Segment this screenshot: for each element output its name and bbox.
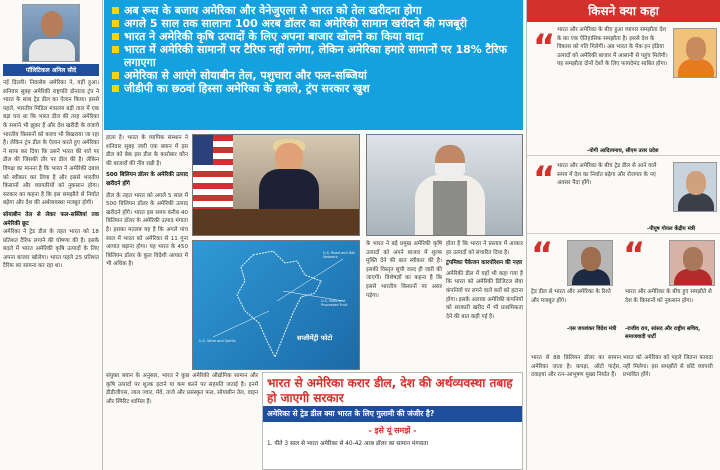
- headline-item: अब रूस के बजाय अमेरिका और वेनेजुएला से भारत को तेल खरीदना होगा: [112, 4, 515, 17]
- rajiv-rai-portrait: [669, 240, 715, 286]
- yogi-portrait: [673, 28, 717, 78]
- banner-subheading: - इसे यूं समझें -: [368, 426, 417, 435]
- headline-item: भारत में अमेरिकी सामानों पर टैरिफ नहीं लगेगा, लेकिन अमेरिका हमारे सामानों पर 18% टैरिफ लगाएगा: [112, 43, 515, 69]
- left-subheading: सोयाबीन तेल से लेकर फल-सब्जियां तक अमेरिकी छूट: [3, 211, 99, 227]
- trump-photo: [192, 134, 360, 236]
- headline-box: [104, 0, 523, 130]
- author-byline: पॉलिटिकल अनिल सौदे: [3, 64, 99, 76]
- left-column: [0, 0, 103, 470]
- opinions-heading: किसने क्या कहा: [527, 0, 720, 22]
- quote-text: ट्रेड डील से भारत और अमेरिका के रिश्ते और मजबूत होंगे।: [531, 289, 611, 304]
- article-column-1: हाला है। भारत के व्यापिक संस्थान ने शनिवार सुबह जारी एक बयान में इस डील को बेक इस डील के कारोबार कौन की बाजारों की नींव रखी है। 500 बिलियन डॉलर के अमेरिकी उत्पाद खरीदने होंगे डील के तहत भारत को अगले 5 साल में 500 बिलियन डॉलर के अमेरिकी उत्पाद खरीदने होंगे। भारत इस समय करीब 40 बिलियन डॉलर के अमेरिकी उत्पाद मंगाता है। इसका मतलब यह है कि अगले पांच साल में भारत को अमेरिका से 11 गुना आयात बढ़ाना होगा। यह भारत के 450 बिलियन डॉलर के कुल विदेशी आयात में भी अधिक है।: [106, 135, 188, 268]
- quote-block-1: [527, 22, 720, 156]
- quote-mark-icon: “: [533, 27, 556, 67]
- headline-item: अमेरिका से आएंगे सोयाबीन तेल, पशुचारा और फल-सब्जियां: [112, 69, 515, 82]
- quote-author: -एस जयशंकर विदेश मंत्री: [567, 326, 617, 332]
- quote-author: -योगी आदित्यनाथ, सीएम उत्तर प्रदेश: [587, 148, 659, 154]
- main-article: [104, 132, 523, 370]
- author-photo: [22, 4, 80, 62]
- quote-text: भारत और अमेरिका के बीच हुए समझौते से देश के किसानों को नुकसान होगा।: [625, 289, 712, 304]
- headline-item: अगले 5 साल तक सालाना 100 अरब डॉलर का अमेरिकी सामान खरीदने की मजबूरी: [112, 17, 515, 30]
- left-article-text-2: अमेरिका ने ट्रेड डील के तहत भारत को 18 प्रतिशत टैरिफ लगाने की घोषणा की है। इसके बदले में भारत अमेरिकी कृषि उत्पादों के लिए अपना बाजार खोलेगा। भारत पहले 25 प्रतिशत टैरिफ का सामना कर रहा था।: [3, 229, 99, 270]
- article-column-3: होता है कि भारत ने प्रस्ताव में आकार हर उत्पादों को संचारित दिया है। ट्रंपमिका पैकेजन कारपोरेशन की नज़र अमेरिकी डील में यहाँ भी कहा गया है कि भारत को अमेरिकी डिजिटल सेवा कंपनियों पर लगने वाले करों को हटाना होगा। इसके अलावा अमेरिकी कंपनियों को सरकारी खरीद में भी प्राथमिकता देने की बात कही गई है।: [446, 241, 523, 320]
- jaishankar-portrait: [567, 240, 613, 286]
- banner-title: भारत से अमेरिका करार डील, देश की अर्थव्यवस्था तबाह हो जाएगी सरकार: [267, 376, 513, 405]
- right-column: [526, 0, 720, 470]
- map-label: U.S. Wine and Spirits: [199, 339, 236, 343]
- map-label: U.S. Road and Rail Network: [323, 251, 356, 259]
- right-bottom-text-left: भारत से 88 बिलियन डॉलर का सामान अमेरिका जाता है। कपड़ा, ऑटो पार्ट्स, दवाइयां और रत्न-आभूषण मुख्य निर्यात हैं।: [531, 355, 621, 379]
- goyal-portrait: [673, 162, 717, 212]
- quote-author: -राजीव राय, सांसद और राष्ट्रीय सचिव, समाजवादी पार्टी: [625, 326, 701, 340]
- left-article-text: नई दिल्ली। निवासेब अमेरिका ने, यहीं हुआ। सनिवार सुबह अमेरिकी राष्ट्रपति डोनाल्ड ट्रंप ने भारत के साथ ट्रेड डील का ऐलान किया। इससे पहले, भारतीय मिडिल मंत्रालय बड़ी ताल में एक बड़ा घरा था कि भारत डील की तरह अमेरिका के समाने भी झुका है और देश खरीदी के वजाये भारतीय किसानों को कवच भी बिखराया जा रहा है। लेकिन ट्रंप डील के ऐलान करते हुए अमेरिका ने साफ कर दिया कि उसने भारत की शर्त पर डील की जिसकी तौर पर डील की है। लेकिन विपक्ष का मानना है कि भारत ने अमेरिकी दबाव को स्वीकार कर लिया है और इससे भारतीय किसानों और व्यापारियों को नुकसान होगा। सरकार का कहना है कि इस समझौते से निर्यात बढ़ेगा और देश की अर्थव्यवस्था मजबूत होगी।: [3, 80, 99, 207]
- quote-author: -पीयूष गोयल केंद्रीय मंत्री: [647, 226, 696, 232]
- headline-item: जीडीपी का छठवां हिस्सा अमेरिका के हवाले, ट्रंप सरकार खुश: [112, 82, 515, 95]
- right-bottom-text: [531, 354, 717, 380]
- quote-mark-icon: “: [533, 159, 556, 199]
- quote-text: भारत और अमेरिका के बीच हुआ व्यापार समझौता देश के का एक ऐतिहासिक समझौता है। इससे देश के विकास को गति मिलेगी। अब भारत के मेक इन इंडिया उत्पादों को अमेरिकी बाजार में आसानी से पहुंच मिलेगी। यह समझौता दोनों देशों के लिए फायदेमंद साबित होगा।: [557, 27, 668, 68]
- right-bottom-text-right: भारत को अमेरिका को पहले जितना फायदा नहीं मिलेगा। इस समझौते से छोटे व्यापारी प्रभावित होंगे।: [622, 355, 713, 379]
- india-map-graphic: [192, 240, 360, 370]
- quote-block-2: [527, 156, 720, 234]
- quote-text: भारत और अमेरिका के बीच ट्रेड डील से आने वाले समय में देश का निर्यात बढ़ेगा और रोजगार के नए अवसर पैदा होंगे।: [557, 163, 657, 187]
- map-caption: सप्लीमेंट्री फोटो: [297, 334, 333, 342]
- map-label: U.S. Nuts and Processed Fruit: [321, 299, 348, 307]
- headline-item: भारत ने अमेरिकी कृषि उत्पादों के लिए अपना बाजार खोलने का किया वादा: [112, 30, 515, 43]
- banner-point: 1. पीते 3 साल से भारत अमेरिका से 40-42 अरब डॉलर का सामान मंगवाता: [267, 441, 429, 447]
- banner-question-bar: अमेरिका से ट्रेड डील क्या भारत के लिए गुलामी की जंजीर है?: [263, 406, 522, 422]
- trade-deal-banner: [262, 372, 523, 470]
- quote-block-3-4: [527, 234, 720, 352]
- modi-photo: [366, 134, 523, 236]
- quote-mark-icon: “: [531, 235, 554, 275]
- article-column-4: संयुक्त बयान के अनुसार, भारत ने कुछ अमेरिकी औद्योगिक सामान और कृषि उत्पादों पर शुल्क हटाने या कम करने पर सहमति जताई है। इनमें डीडीजीएस, लाल ज्वार, मेवे, ताजे और प्रसंस्कृत फल, सोयाबीन तेल, वाइन और स्पिरिट शामिल हैं।: [106, 373, 258, 405]
- quote-mark-icon: “: [623, 235, 646, 275]
- article-column-2: के भारत ने बड़े प्रमुख अमेरिकी कृषि उत्पादों को अपने बाजार में शुल्क मुक्ति देने की बात स्वीकार की है। इसकी विस्तृत सूची जल्द ही जारी की जाएगी। विशेषज्ञों का कहना है कि इससे भारतीय किसानों पर असर पड़ेगा।: [366, 241, 442, 299]
